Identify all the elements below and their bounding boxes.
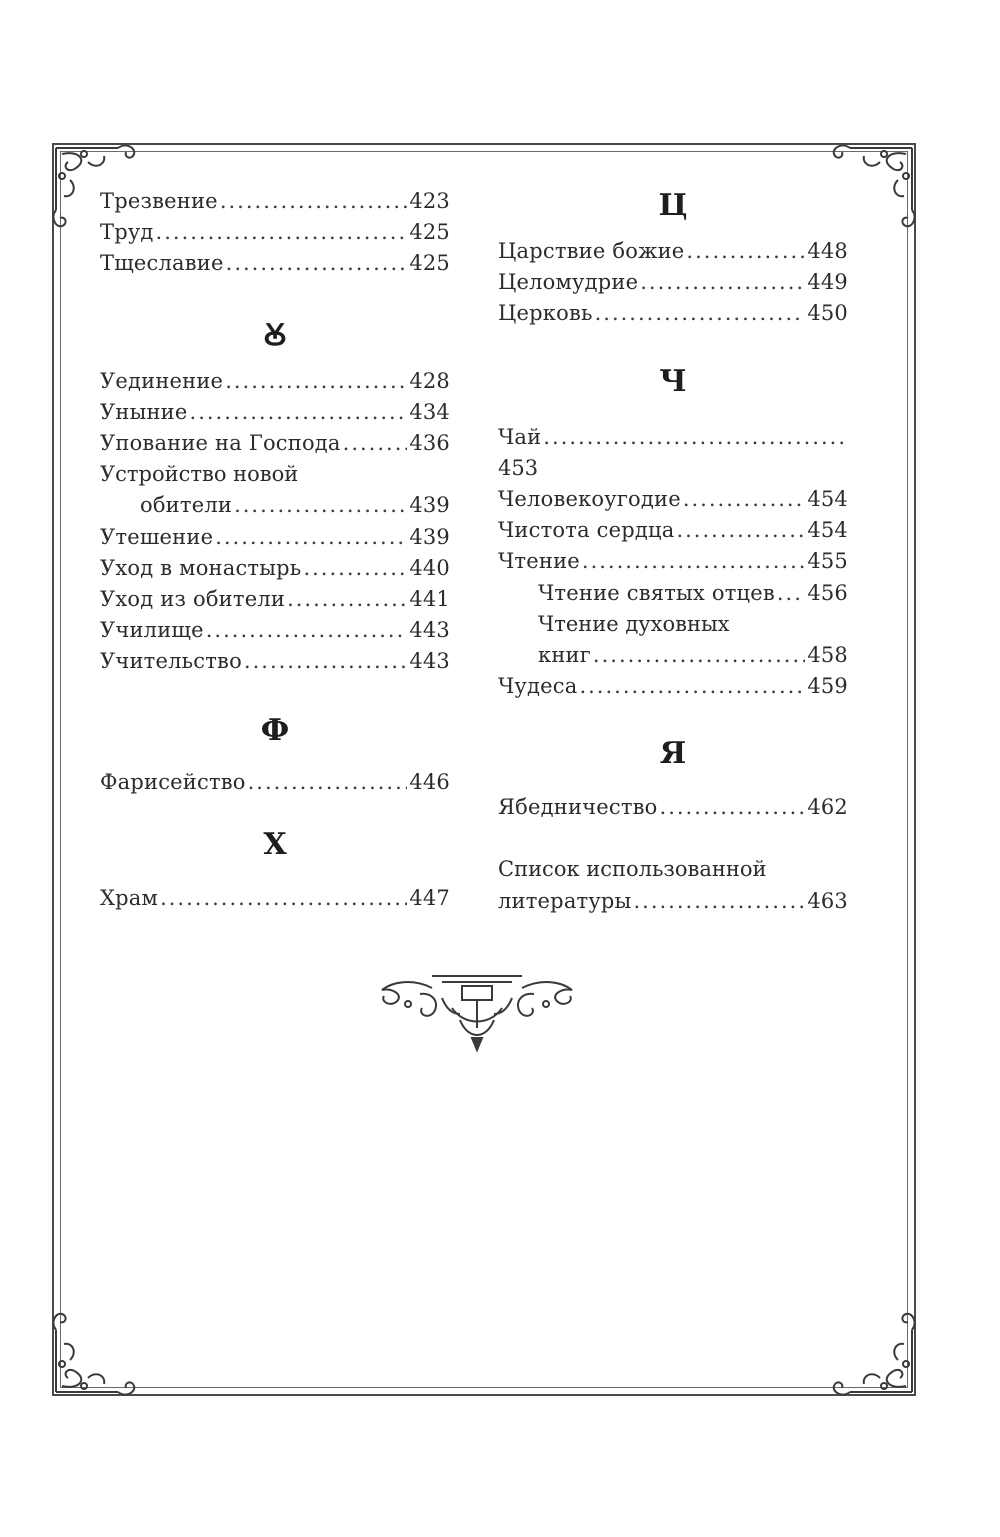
toc-entry-title: Ябедничество — [498, 795, 658, 820]
toc-entry-page: 425 — [409, 220, 450, 245]
toc-entry-title: Царствие божие — [498, 239, 685, 263]
toc-entry — [100, 186, 450, 217]
leader-dots — [582, 546, 805, 577]
toc-entry-page: 449 — [807, 270, 848, 295]
leader-dots — [543, 422, 846, 453]
leader-dots — [686, 236, 805, 267]
toc-entry-title: Уход из обители — [100, 586, 286, 611]
toc-entry-title: Чтение святых отцев — [538, 580, 775, 605]
leader-dots — [777, 578, 805, 609]
toc-entry — [100, 615, 450, 646]
toc-entry-title: Храм — [100, 885, 159, 910]
leader-dots — [156, 217, 408, 248]
toc-entry-title: Трезвение — [100, 189, 218, 213]
section-letter-heading: Я — [659, 736, 687, 772]
leader-dots — [595, 298, 806, 329]
toc-entry — [100, 490, 450, 521]
toc-entry-title-continued: обители — [140, 493, 233, 518]
toc-entry — [100, 397, 450, 428]
corner-ornament-icon — [48, 1300, 148, 1400]
toc-subentry — [498, 578, 848, 609]
toc-entry-page: 459 — [807, 674, 848, 699]
leader-dots — [248, 767, 408, 798]
toc-entry — [498, 422, 848, 453]
toc-entry-title: Учительство — [100, 649, 242, 674]
toc-entry — [100, 553, 450, 584]
toc-entry — [498, 886, 848, 917]
ornament-vignette-icon — [372, 968, 582, 1058]
toc-entry-title: Чудеса — [498, 674, 578, 699]
toc-entry-title: Человекоугодие — [498, 486, 681, 511]
toc-entry-title: Труд — [100, 220, 154, 245]
toc-entry-page: 455 — [807, 549, 848, 574]
toc-entry — [498, 792, 848, 823]
toc-entry-page: 450 — [807, 301, 848, 326]
toc-entry-title: Чтение — [498, 549, 580, 574]
leader-dots — [633, 886, 805, 917]
toc-entry-title: Фарисейство — [100, 770, 246, 795]
toc-entry — [498, 671, 848, 702]
toc-subentry — [498, 640, 848, 671]
toc-entry-title: Утешение — [100, 524, 214, 549]
toc-entry-page: 453 — [498, 455, 539, 480]
toc-entry-page: 443 — [409, 618, 450, 643]
toc-entry — [498, 546, 848, 577]
toc-entry — [100, 883, 450, 914]
section-letter-heading: Ф — [260, 713, 290, 749]
toc-entry — [498, 267, 848, 298]
toc-entry-title-continued: литературы — [498, 888, 632, 913]
leader-dots — [343, 428, 408, 459]
leader-dots — [226, 248, 408, 279]
section-letter-heading: Ч — [659, 363, 687, 399]
toc-entry — [100, 248, 450, 279]
leader-dots — [660, 792, 806, 823]
toc-entry — [100, 646, 450, 677]
toc-entry-page: 440 — [409, 555, 450, 580]
toc-entry-title: Чтение духовных — [538, 611, 730, 636]
toc-right-column — [498, 186, 848, 917]
leader-dots — [160, 883, 407, 914]
toc-entry-title: Чай — [498, 424, 542, 449]
toc-entry-page: 454 — [807, 486, 848, 511]
toc-entry-title: Устройство новой — [100, 462, 299, 487]
leader-dots — [206, 615, 408, 646]
toc-entry-title: Уныние — [100, 399, 188, 424]
leader-dots — [220, 186, 408, 217]
leader-dots — [234, 490, 407, 521]
toc-entry-title: Училище — [100, 618, 204, 643]
toc-entry-title: Уединение — [100, 368, 224, 393]
leader-dots — [683, 484, 805, 515]
toc-entry-page: 434 — [409, 399, 450, 424]
leader-dots — [303, 553, 407, 584]
toc-entry-page: 439 — [409, 524, 450, 549]
toc-entry-title: Церковь — [498, 301, 593, 326]
toc-entry-page: 441 — [409, 586, 450, 611]
toc-entry-page: 454 — [807, 518, 848, 543]
section-letter-heading: Х — [263, 826, 287, 862]
toc-entry-title: Список использованной — [498, 857, 767, 882]
leader-dots — [225, 366, 407, 397]
toc-entry-page: 448 — [807, 239, 848, 263]
toc-entry-title: Чистота сердца — [498, 518, 675, 543]
toc-entry-title: Уход в монастырь — [100, 555, 302, 580]
toc-entry-title: Тщеславие — [100, 251, 224, 276]
leader-dots — [287, 584, 407, 615]
toc-entry-title: Упование на Господа — [100, 430, 341, 455]
toc-entry — [100, 366, 450, 397]
toc-entry — [498, 298, 848, 329]
leader-dots — [579, 671, 805, 702]
toc-entry-page: 463 — [807, 888, 848, 913]
toc-entry-page: 423 — [409, 189, 450, 213]
toc-entry-page: 425 — [409, 251, 450, 276]
toc-entry — [100, 522, 450, 553]
toc-entry — [100, 584, 450, 615]
toc-entry — [498, 484, 848, 515]
toc-entry-page: 439 — [409, 493, 450, 518]
toc-entry-page: 446 — [409, 770, 450, 795]
toc-entry — [498, 236, 848, 267]
toc-entry-page: 458 — [807, 642, 848, 667]
toc-entry-title: Целомудрие — [498, 270, 639, 295]
toc-entry-page: 456 — [807, 580, 848, 605]
toc-entry-page: 447 — [409, 885, 450, 910]
section-letter-heading: Ꙋ — [263, 317, 287, 353]
toc-entry-title-continued: книг — [538, 642, 591, 667]
toc-entry-page: 443 — [409, 649, 450, 674]
toc-entry — [100, 217, 450, 248]
toc-entry — [100, 767, 450, 798]
toc-entry — [100, 428, 450, 459]
leader-dots — [593, 640, 805, 671]
toc-entry-page: 436 — [409, 430, 450, 455]
corner-ornament-icon — [820, 1300, 920, 1400]
leader-dots — [640, 267, 805, 298]
toc-left-column — [100, 186, 450, 914]
toc-entry-page: 428 — [409, 368, 450, 393]
toc-entry — [498, 515, 848, 546]
leader-dots — [215, 522, 407, 553]
leader-dots — [190, 397, 408, 428]
leader-dots — [676, 515, 805, 546]
section-letter-heading: Ц — [658, 188, 688, 223]
toc-entry-page: 462 — [807, 795, 848, 820]
leader-dots — [244, 646, 407, 677]
